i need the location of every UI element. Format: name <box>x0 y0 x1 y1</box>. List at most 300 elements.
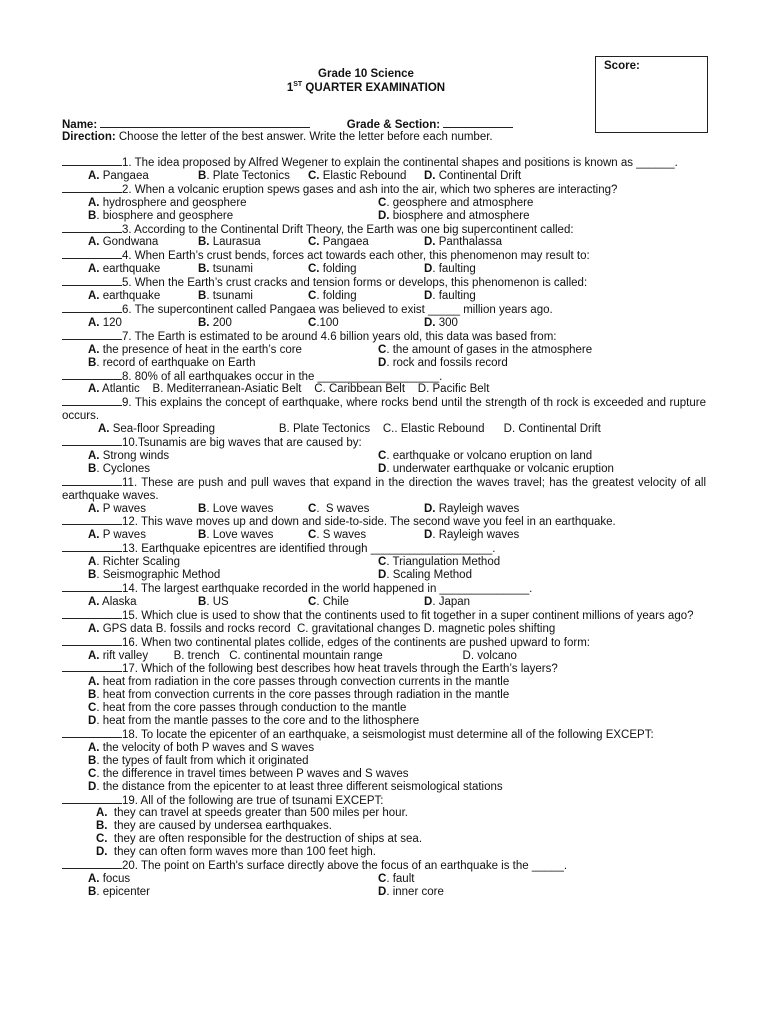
question-text: Which of the following best describes how heat travels through the Earth’s layers? <box>138 663 558 676</box>
option-b[interactable] <box>88 210 378 223</box>
options-row <box>62 742 706 755</box>
option-text: . Japan <box>432 595 471 608</box>
question-number: 15. <box>122 609 138 622</box>
option-letter: D. <box>424 316 436 329</box>
option-text: they can travel at speeds greater than 500 miles per hour. <box>107 807 408 820</box>
option-letter: D. <box>424 236 436 249</box>
answer-blank[interactable] <box>62 542 122 552</box>
option-c[interactable] <box>308 503 424 516</box>
options-row <box>62 317 706 330</box>
options-row <box>62 715 706 728</box>
option-letter: B <box>198 290 207 303</box>
option-text: Pangaea <box>99 169 149 182</box>
option-text: Laurasua <box>209 236 261 249</box>
question-number: 7. <box>122 330 132 343</box>
answer-blank[interactable] <box>62 370 122 380</box>
grade-section-label: Grade & Section: <box>346 119 441 131</box>
question-text: When the Earth’s crust cracks and tension forms or develops, this phenomenon is called: <box>131 277 588 290</box>
options-row <box>62 833 706 846</box>
options-row <box>62 768 706 781</box>
question-text: The largest earthquake recorded in the world happened in ______________. <box>138 583 533 595</box>
option-text: P waves <box>99 529 146 542</box>
direction <box>62 131 622 143</box>
option-letter: D <box>88 715 97 728</box>
option-text: Strong winds <box>99 449 170 462</box>
options-row <box>62 755 706 768</box>
option-c[interactable] <box>308 290 424 303</box>
option-text: . record of earthquake on Earth <box>96 356 256 369</box>
option-a[interactable] <box>88 450 378 463</box>
question-16 <box>62 636 706 650</box>
option-letter: C <box>378 556 387 569</box>
option-text: . Cyclones <box>96 462 150 475</box>
options-row <box>62 529 706 542</box>
option-b[interactable] <box>88 689 509 702</box>
option-letter: A. <box>88 741 100 754</box>
question-11 <box>62 476 706 503</box>
option-text: . faulting <box>432 263 476 276</box>
option-text: . the distance from the epicenter to at least three different seismological stations <box>96 780 503 793</box>
option-d[interactable] <box>424 170 521 183</box>
option-b[interactable] <box>88 755 309 768</box>
question-3 <box>62 223 706 237</box>
option-text: folding <box>319 263 357 276</box>
name-label: Name: <box>62 119 98 131</box>
option-d[interactable] <box>424 503 519 516</box>
question-number: 13. <box>122 543 138 556</box>
question-4 <box>62 249 706 263</box>
option-letter: B. <box>198 263 210 276</box>
option-letter: C <box>308 290 317 303</box>
question-list <box>62 156 706 899</box>
option-text: . fault <box>386 872 415 885</box>
question-number: 6. <box>122 303 132 316</box>
options-row <box>62 236 706 249</box>
option-a[interactable] <box>88 650 517 663</box>
option-text: 120 <box>99 316 122 329</box>
option-d[interactable] <box>378 210 668 223</box>
option-text: biosphere and atmosphere <box>389 209 530 222</box>
option-letter: C. <box>96 833 108 846</box>
option-d[interactable] <box>424 529 519 542</box>
option-a[interactable] <box>88 290 198 303</box>
option-letter: D <box>378 569 387 582</box>
options-row <box>62 357 706 370</box>
options-row <box>62 623 706 636</box>
option-text: Rayleigh waves <box>435 502 520 515</box>
exam-title: Grade 10 Science <box>318 68 414 80</box>
option-letter: A. <box>88 502 100 515</box>
option-c[interactable] <box>308 317 424 330</box>
option-letter: C <box>88 702 97 715</box>
exam-subtitle: 1ST QUARTER EXAMINATION <box>286 81 446 94</box>
option-letter: B. <box>198 236 210 249</box>
option-c[interactable] <box>308 170 424 183</box>
option-d[interactable] <box>378 357 668 370</box>
option-text: heat from radiation in the core passes through convection currents in the mantle <box>99 676 510 689</box>
options-row <box>62 463 706 476</box>
option-letter: B <box>198 169 207 182</box>
option-a[interactable] <box>88 344 378 357</box>
option-letter: B. <box>96 820 108 833</box>
option-text: . Chile <box>316 595 349 608</box>
option-letter: B <box>88 754 97 767</box>
option-letter: C <box>308 595 317 608</box>
question-number: 20. <box>122 860 138 873</box>
option-letter: B <box>88 569 97 582</box>
question-number: 16. <box>122 636 138 649</box>
option-d[interactable] <box>424 596 470 609</box>
option-a[interactable] <box>88 873 378 886</box>
option-letter: C <box>88 767 97 780</box>
options-row <box>62 676 706 689</box>
answer-blank[interactable] <box>62 330 122 340</box>
option-text: . biosphere and geosphere <box>96 209 234 222</box>
option-d[interactable] <box>424 236 502 249</box>
option-text: . Scaling Method <box>386 569 472 582</box>
option-text: . folding <box>316 290 357 303</box>
options-row <box>62 450 706 463</box>
option-c[interactable] <box>308 263 424 276</box>
question-19 <box>62 794 706 808</box>
option-c[interactable] <box>308 596 424 609</box>
option-letter: C <box>308 502 317 515</box>
answer-blank[interactable] <box>62 515 122 525</box>
option-letter: A. <box>88 290 100 303</box>
answer-blank[interactable] <box>62 396 122 406</box>
option-text: they are often responsible for the destruction of ships at sea. <box>107 833 423 846</box>
option-a[interactable] <box>88 317 198 330</box>
option-a[interactable] <box>88 529 198 542</box>
question-number: 17. <box>122 663 138 676</box>
options-row <box>62 290 706 303</box>
question-7 <box>62 330 706 344</box>
option-letter: A. <box>88 343 100 356</box>
options-row <box>62 423 706 436</box>
options-row <box>62 846 706 859</box>
option-b[interactable] <box>88 463 378 476</box>
option-b[interactable] <box>198 503 308 516</box>
option-text: . tsunami <box>206 290 253 303</box>
question-number: 12. <box>122 516 138 529</box>
option-c[interactable] <box>378 873 668 886</box>
option-text: . the amount of gases in the atmosphere <box>386 343 593 356</box>
option-text: GPS data B. fossils and rocks record C. gravitational changes D. magnetic poles shifting <box>99 622 556 635</box>
option-a[interactable] <box>88 623 555 636</box>
option-letter: D <box>88 780 97 793</box>
option-b[interactable] <box>88 569 378 582</box>
option-a[interactable] <box>88 742 314 755</box>
option-text: the velocity of both P waves and S waves <box>99 741 315 754</box>
option-b[interactable] <box>198 596 308 609</box>
question-number: 9. <box>122 397 132 410</box>
answer-blank[interactable] <box>62 183 122 193</box>
option-text: focus <box>99 872 131 885</box>
question-text: All of the following are true of tsunami EXCEPT: <box>138 794 384 807</box>
options-row <box>62 503 706 516</box>
question-8 <box>62 370 706 384</box>
option-letter: B <box>88 885 97 898</box>
options-row <box>62 170 706 183</box>
option-letter: C <box>378 872 387 885</box>
option-letter: D. <box>378 209 390 222</box>
direction-text: Choose the letter of the best answer. Write the letter before each number. <box>115 131 493 143</box>
option-letter: D <box>424 290 433 303</box>
answer-blank[interactable] <box>62 476 122 486</box>
option-letter: C. <box>308 236 320 249</box>
option-text: . Rayleigh waves <box>432 529 520 542</box>
options-row <box>62 807 706 820</box>
answer-blank[interactable] <box>62 276 122 286</box>
question-text: Earthquake epicentres are identified through ___________________. <box>138 543 496 556</box>
question-number: 19. <box>122 794 138 807</box>
grade-section-field[interactable] <box>443 118 513 128</box>
answer-blank[interactable] <box>62 436 122 446</box>
option-letter: A. <box>96 807 108 820</box>
option-a[interactable] <box>88 383 489 396</box>
options-row <box>62 702 706 715</box>
question-number: 3. <box>122 223 132 236</box>
question-number: 18. <box>122 728 138 741</box>
option-d[interactable] <box>88 781 503 794</box>
option-text: . S waves <box>316 529 367 542</box>
option-c[interactable] <box>308 236 424 249</box>
option-letter: D <box>378 356 387 369</box>
option-text: Atlantic B. Mediterranean-Asiatic Belt C. Caribbean Belt D. Pacific Belt <box>99 383 490 396</box>
option-letter: A. <box>88 649 100 662</box>
option-text: Pangaea <box>319 236 369 249</box>
option-a[interactable] <box>96 807 408 820</box>
option-c[interactable] <box>378 344 668 357</box>
option-c[interactable] <box>88 768 408 781</box>
option-d[interactable] <box>378 886 668 899</box>
option-letter: D <box>378 462 387 475</box>
question-text: Tsunamis are big waves that are caused by: <box>138 437 362 450</box>
option-letter: C <box>378 343 387 356</box>
question-text: The idea proposed by Alfred Wegener to explain the continental shapes and positions is known as ______. <box>131 157 678 169</box>
option-text: Panthalassa <box>435 236 502 249</box>
question-number: 5. <box>122 277 132 290</box>
option-c[interactable] <box>378 197 668 210</box>
option-text: . inner core <box>386 885 444 898</box>
answer-blank[interactable] <box>62 794 122 804</box>
option-letter: B <box>198 595 207 608</box>
option-b[interactable] <box>198 317 308 330</box>
option-a[interactable] <box>88 503 198 516</box>
option-text: Sea-floor Spreading B. Plate Tectonics C.. Elastic Rebound D. Continental Drift <box>109 423 601 436</box>
answer-blank[interactable] <box>62 609 122 619</box>
option-d[interactable] <box>424 290 476 303</box>
option-letter: B. <box>198 316 210 329</box>
question-text: 80% of all earthquakes occur in the ___________________. <box>131 370 443 383</box>
option-letter: C <box>308 316 317 329</box>
option-letter: D <box>424 529 433 542</box>
name-field[interactable] <box>100 118 310 128</box>
question-text: When a volcanic eruption spews gases and ash into the air, which two spheres are interacting? <box>131 183 618 196</box>
question-number: 1. <box>122 157 132 169</box>
question-number: 11. <box>122 476 138 489</box>
answer-blank[interactable] <box>62 582 122 592</box>
option-c[interactable] <box>96 833 422 846</box>
options-row <box>62 569 706 582</box>
option-letter: D. <box>96 846 108 859</box>
option-c[interactable] <box>308 529 424 542</box>
question-10 <box>62 436 706 450</box>
option-b[interactable] <box>198 170 308 183</box>
question-5 <box>62 276 706 290</box>
option-text: . rock and fossils record <box>386 356 508 369</box>
option-letter: A. <box>88 263 100 276</box>
score-label: Score: <box>604 60 640 72</box>
option-letter: A. <box>88 236 100 249</box>
option-letter: A. <box>88 595 100 608</box>
answer-blank[interactable] <box>62 662 122 672</box>
question-2 <box>62 183 706 197</box>
option-text: earthquake <box>99 263 161 276</box>
option-letter: A. <box>98 423 110 436</box>
option-c[interactable] <box>88 702 406 715</box>
option-letter: A. <box>88 622 100 635</box>
question-9 <box>62 396 706 423</box>
option-b[interactable] <box>198 529 308 542</box>
option-letter: A. <box>88 676 100 689</box>
answer-blank[interactable] <box>62 303 122 313</box>
question-18 <box>62 728 706 742</box>
option-c[interactable] <box>378 450 668 463</box>
option-a[interactable] <box>88 596 198 609</box>
option-letter: A. <box>88 449 100 462</box>
option-letter: A. <box>88 529 100 542</box>
option-text: . Triangulation Method <box>386 556 501 569</box>
question-number: 14. <box>122 583 138 595</box>
options-row <box>62 210 706 223</box>
question-number: 8. <box>122 370 132 383</box>
option-b[interactable] <box>88 357 378 370</box>
option-text: .100 <box>316 316 339 329</box>
answer-blank[interactable] <box>62 859 122 869</box>
option-letter: B <box>198 529 207 542</box>
option-text: . Love waves <box>206 502 274 515</box>
student-info-line <box>62 118 592 131</box>
option-text: . earthquake or volcano eruption on land <box>386 449 593 462</box>
option-b[interactable] <box>96 820 332 833</box>
option-letter: D <box>424 263 433 276</box>
option-letter: C <box>308 529 317 542</box>
options-row <box>62 650 706 663</box>
question-text: This explains the concept of earthquake, where rocks bend until the strength of th rock is exceeded and rupture occurs. <box>62 397 706 423</box>
option-d[interactable] <box>96 846 376 859</box>
answer-blank[interactable] <box>62 156 122 166</box>
options-row <box>62 873 706 886</box>
question-text: This wave moves up and down and side-to-side. The second wave you feel in an earthquake. <box>138 516 616 529</box>
option-text: . Plate Tectonics <box>206 169 290 182</box>
option-letter: C. <box>308 169 320 182</box>
option-d[interactable] <box>88 715 419 728</box>
options-row <box>62 197 706 210</box>
option-letter: C. <box>308 263 320 276</box>
question-text: These are push and pull waves that expand in the direction the waves travel; has the greatest velocity of all earthquake waves. <box>62 476 706 502</box>
answer-blank[interactable] <box>62 728 122 738</box>
answer-blank[interactable] <box>62 223 122 233</box>
options-row <box>62 689 706 702</box>
option-d[interactable] <box>424 317 458 330</box>
question-number: 4. <box>122 250 132 263</box>
option-text: . heat from the core passes through conduction to the mantle <box>96 702 407 715</box>
option-a[interactable] <box>88 236 198 249</box>
option-text: they are caused by undersea earthquakes. <box>107 820 332 833</box>
direction-label: Direction: <box>62 131 116 143</box>
option-a[interactable] <box>88 556 378 569</box>
option-letter: D <box>424 595 433 608</box>
question-14 <box>62 582 706 596</box>
answer-blank[interactable] <box>62 636 122 646</box>
answer-blank[interactable] <box>62 249 122 259</box>
question-text: To locate the epicenter of an earthquake, a seismologist must determine all of the following EXCEPT: <box>138 728 654 741</box>
option-text: Elastic Rebound <box>319 169 407 182</box>
option-letter: D. <box>424 502 436 515</box>
option-letter: B <box>88 462 97 475</box>
option-text: . the types of fault from which it originated <box>96 754 309 767</box>
option-d[interactable] <box>378 463 668 476</box>
question-text: When Earth’s crust bends, forces act towards each other, this phenomenon may result to: <box>131 250 590 263</box>
question-number: 10. <box>122 437 138 450</box>
question-1 <box>62 156 706 170</box>
option-text: 300 <box>435 316 458 329</box>
option-text: Continental Drift <box>435 169 522 182</box>
option-text: . geosphere and atmosphere <box>386 196 534 209</box>
options-row <box>62 596 706 609</box>
option-c[interactable] <box>378 556 668 569</box>
option-b[interactable] <box>88 886 378 899</box>
option-a[interactable] <box>88 170 198 183</box>
option-text: . US <box>206 595 229 608</box>
option-a[interactable] <box>88 197 378 210</box>
options-row <box>62 556 706 569</box>
option-letter: B <box>88 209 97 222</box>
options-row <box>62 781 706 794</box>
option-b[interactable] <box>198 290 308 303</box>
option-text: . heat from convection currents in the core passes through radiation in the mantle <box>96 689 510 702</box>
option-text: they can often form waves more than 100 feet high. <box>107 846 376 859</box>
option-b[interactable] <box>198 236 308 249</box>
option-text: tsunami <box>209 263 253 276</box>
option-text: . heat from the mantle passes to the core and to the lithosphere <box>96 715 420 728</box>
option-d[interactable] <box>378 569 668 582</box>
option-letter: B <box>88 689 97 702</box>
option-a[interactable] <box>88 263 198 276</box>
option-d[interactable] <box>424 263 476 276</box>
option-text: . Seismographic Method <box>96 569 221 582</box>
option-text: earthquake <box>99 290 161 303</box>
option-letter: C <box>378 196 387 209</box>
question-17 <box>62 662 706 676</box>
question-text: The Earth is estimated to be around 4.6 billion years old, this data was based from: <box>131 330 557 343</box>
option-a[interactable] <box>98 423 601 436</box>
question-20 <box>62 859 706 873</box>
option-text: Gondwana <box>99 236 159 249</box>
option-letter: A. <box>88 872 100 885</box>
question-12 <box>62 515 706 529</box>
option-b[interactable] <box>198 263 308 276</box>
options-row <box>62 263 706 276</box>
option-text: Alaska <box>99 595 137 608</box>
question-15 <box>62 609 706 623</box>
option-a[interactable] <box>88 676 509 689</box>
option-text: . epicenter <box>96 885 151 898</box>
option-letter: A. <box>88 316 100 329</box>
option-text: . underwater earthquake or volcanic eruption <box>386 462 614 475</box>
options-row <box>62 383 706 396</box>
